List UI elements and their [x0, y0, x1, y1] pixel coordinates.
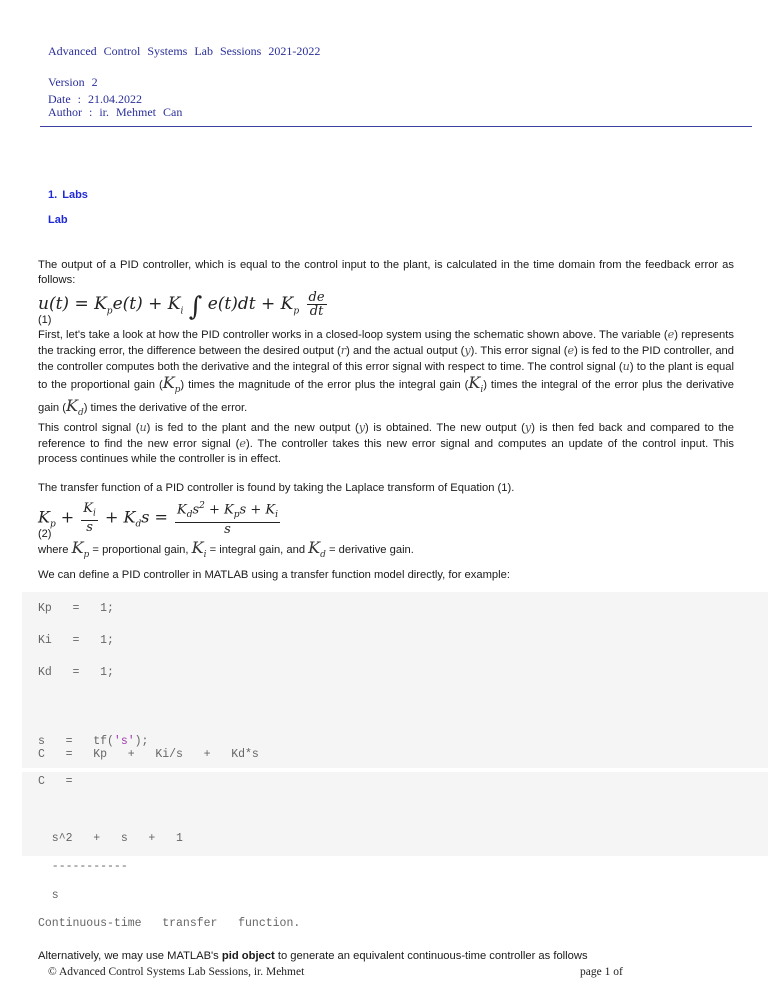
paragraph-intro: The output of a PID controller, which is equal to the control input to the plant, is calculated in the time domain from the feedback error as follows:: [38, 259, 734, 286]
footer-copyright: © Advanced Control Systems Lab Sessions, ir. Mehmet: [48, 966, 305, 978]
code-line-kd: Kd = 1;: [38, 666, 114, 679]
code-line-ki: Ki = 1;: [38, 634, 114, 647]
code-output-numerator: s^2 + s + 1: [38, 832, 183, 845]
equation-number-2: (2): [38, 528, 52, 540]
code-line-tf: s = tf('s');: [38, 735, 149, 748]
code-output-fraction-bar: -----------: [38, 860, 128, 873]
code-output-tf-label: Continuous-time transfer function.: [38, 917, 301, 930]
code-line-kp: Kp = 1;: [38, 602, 114, 615]
code-line-c: C = Kp + Ki/s + Kd*s: [38, 748, 259, 761]
header-date: Date : 21.04.2022: [48, 92, 142, 106]
header-title: Advanced Control Systems Lab Sessions 2021-2022: [48, 44, 321, 58]
paragraph-pid-object: Alternatively, we may use MATLAB's pid object to generate an equivalent continuous-time controller as follows: [38, 950, 588, 962]
paragraph-transfer-function: The transfer function of a PID controller is found by taking the Laplace transform of Equation (1).: [38, 482, 515, 494]
paragraph-feedback: This control signal (u) is fed to the plant and the new output (y) is obtained. The new output (y) is then fed back and compared to the reference to find the new error signal (e). The controller takes this new error signal and computes an update of the control input. This process continues while the controller is in effect.: [38, 421, 734, 465]
footer-page-number: page 1 of: [580, 966, 623, 978]
section-heading-labs: 1. Labs: [48, 189, 88, 201]
paragraph-closed-loop: First, let's take a look at how the PID controller works in a closed-loop system using the schematic shown above. The variable (e) represents the tracking error, the difference between the desired output (r) and the actual output (y). This error signal (e) is fed to the PID controller, and the controller computes both the derivative and the integral of this error signal with respect to time. The control signal (u) to the plant is equal to the proportional gain $(K_p)$ times the magnitude of the error plus the integral gain $(K_i)$ times the integral of the error plus the derivative gain $(K_d)$ times the derivative of the error.: [38, 328, 734, 419]
header-divider: [40, 126, 752, 127]
equation-number-1: (1): [38, 314, 52, 326]
code-output-denominator: s: [38, 889, 59, 902]
equation-pid-laplace: $K_p$ + $\frac{K_i}{s}$ + $K_ds$ = $\frac{K_ds^2 + K_ps + K_i}{s}$: [38, 500, 278, 537]
code-output-c: C =: [38, 775, 73, 788]
paragraph-matlab-intro: We can define a PID controller in MATLAB using a transfer function model directly, for example:: [38, 569, 510, 581]
section-heading-lab: Lab: [48, 214, 68, 226]
header-author: Author : ir. Mehmet Can: [48, 105, 183, 119]
equation-pid-time-domain: $u(t) = K_pe(t) + K_i$ ∫ $e(t)dt + K_p$ $\frac{de}{dt}$: [38, 290, 325, 322]
paragraph-gain-definitions: where $K_p$ = proportional gain, $K_i$ = integral gain, and $K_d$ = derivative gain.: [38, 538, 414, 561]
header-version: Version 2: [48, 75, 98, 89]
